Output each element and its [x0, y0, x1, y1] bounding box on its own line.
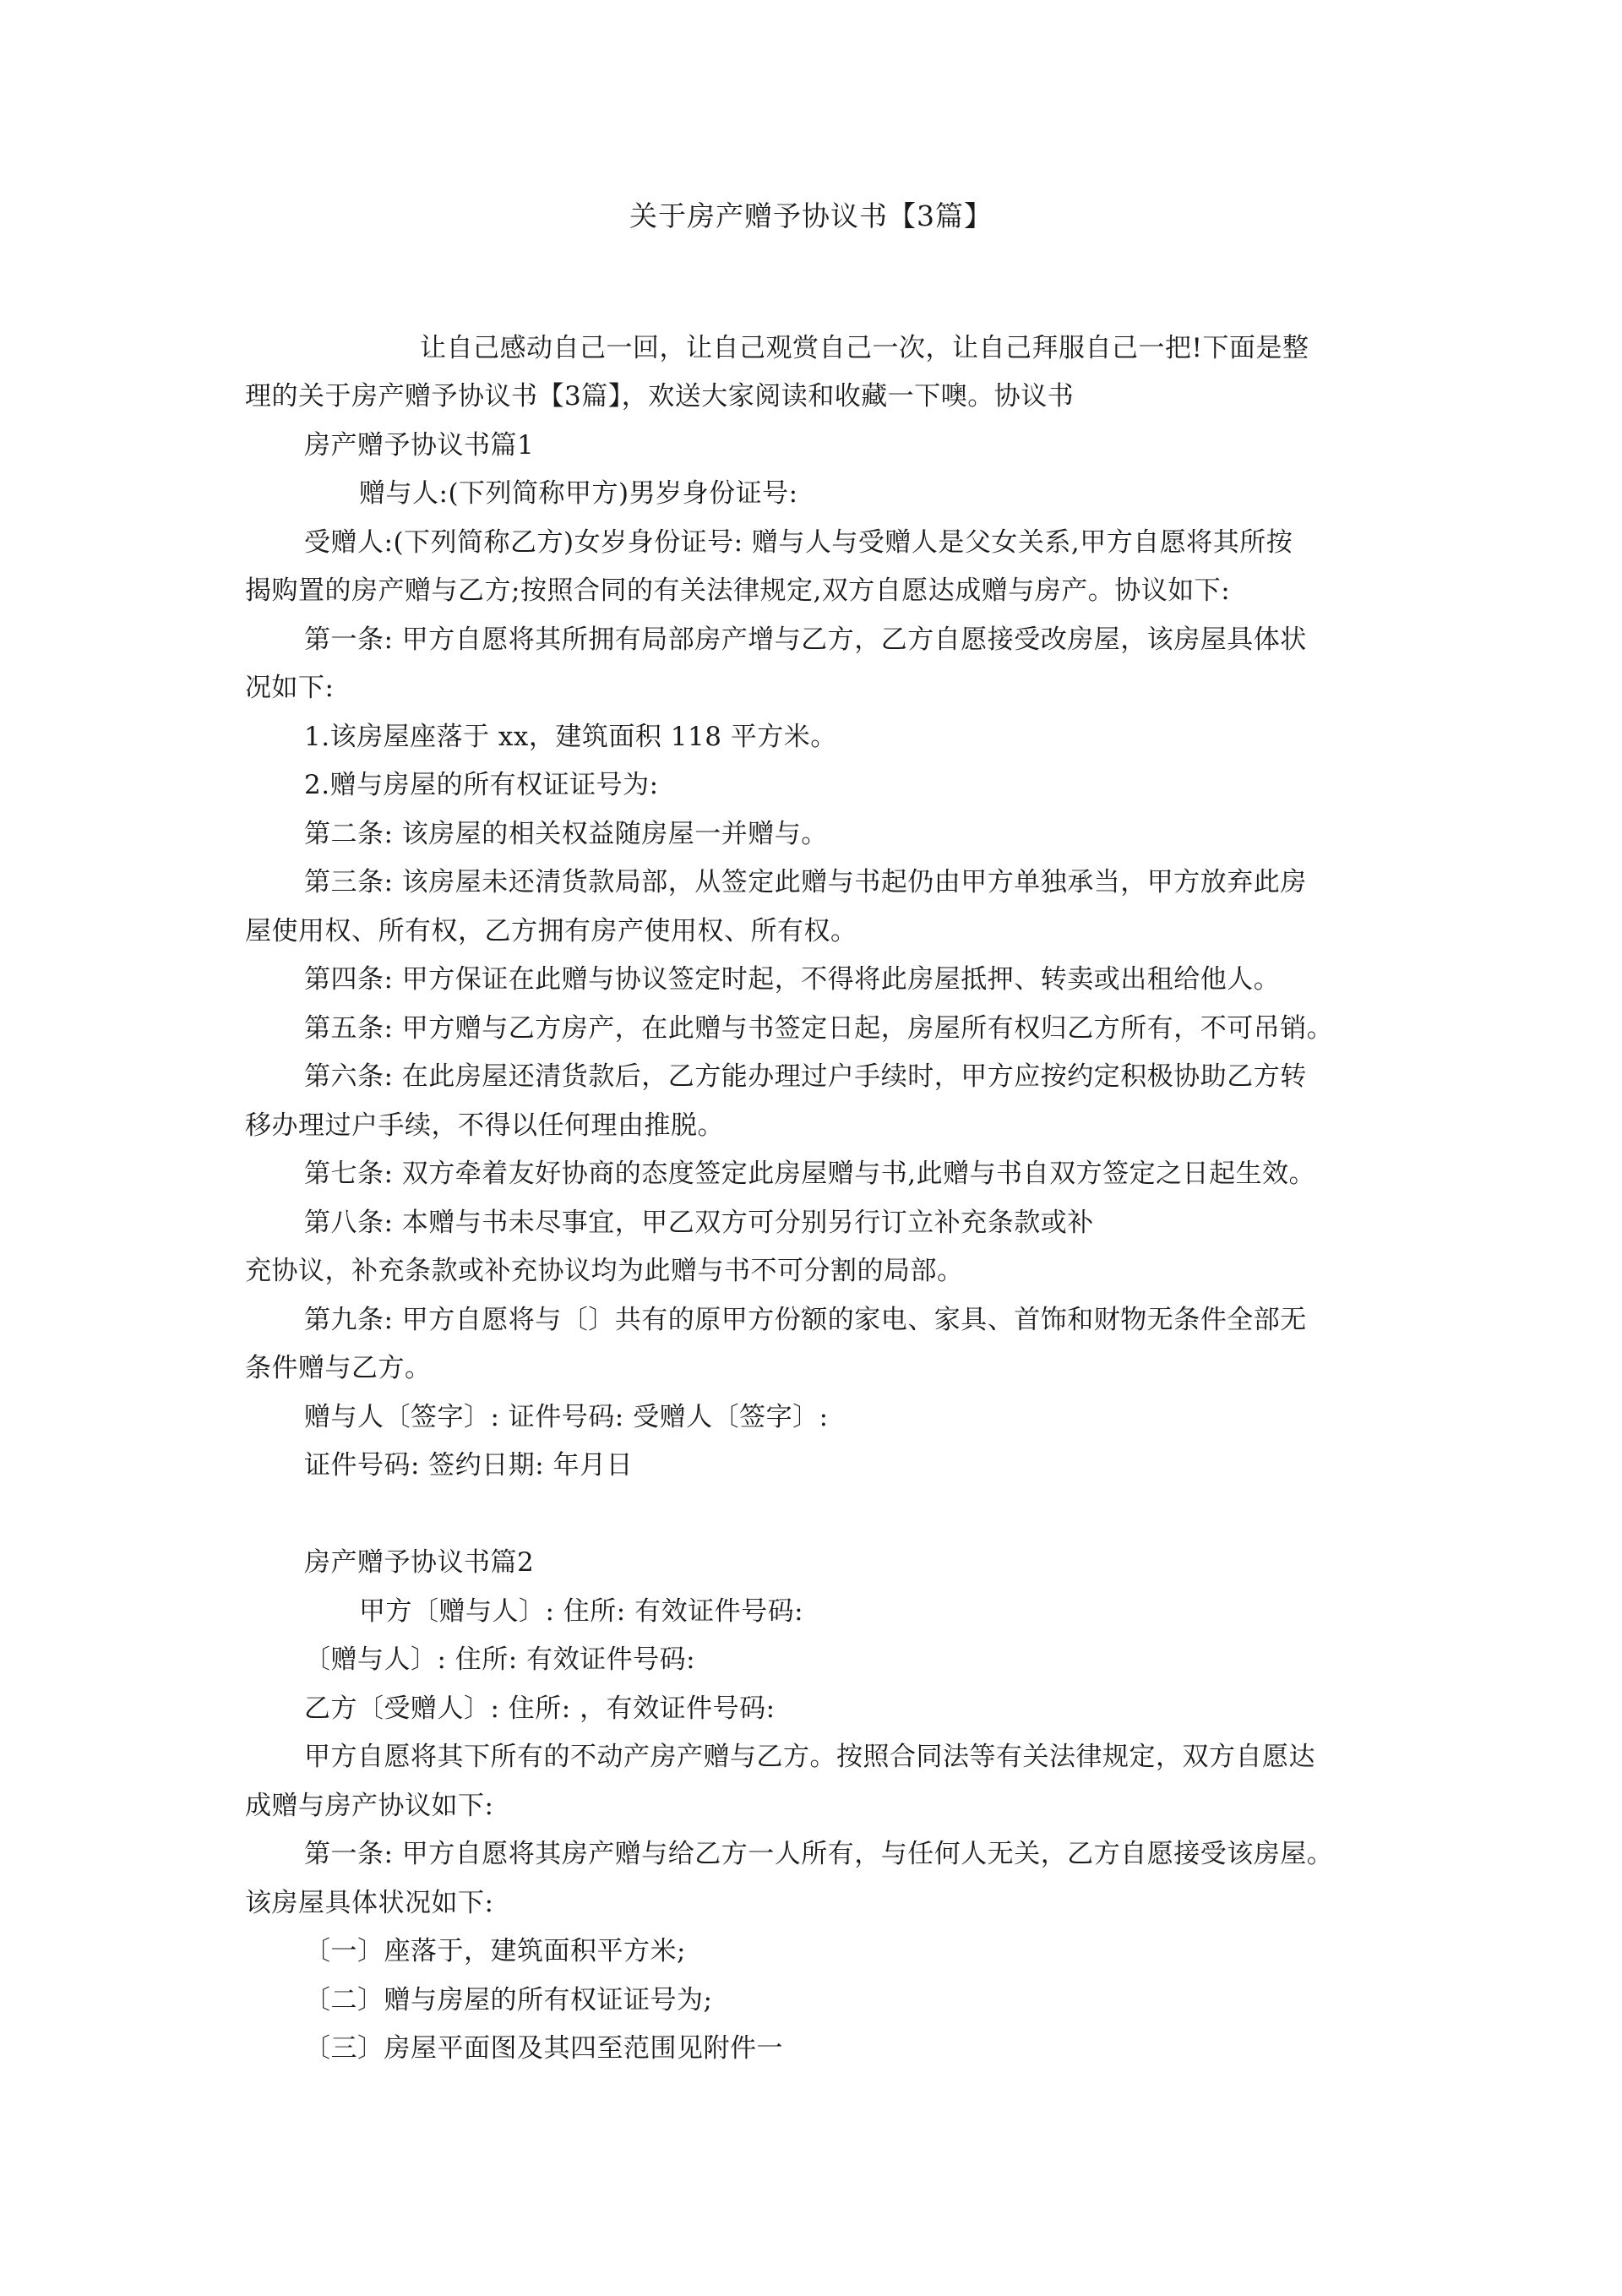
paragraph-line: 况如下: — [245, 673, 335, 703]
paragraph-line: 〔赠与人〕: 住所: 有效证件号码: — [304, 1644, 696, 1675]
paragraph-line: 第一条: 甲方自愿将其所拥有局部房产增与乙方，乙方自愿接受改房屋，该房屋具体状 — [304, 624, 1307, 655]
intro-line: 让自己感动自己一回，让自己观赏自己一次，让自己拜服自己一把!下面是整 — [420, 333, 1309, 363]
paragraph-line: 第四条: 甲方保证在此赠与协议签定时起，不得将此房屋抵押、转卖或出租给他人。 — [304, 964, 1281, 995]
paragraph-line: 揭购置的房产赠与乙方;按照合同的有关法律规定,双方自愿达成赠与房产。协议如下: — [245, 575, 1231, 606]
paragraph-line: 证件号码: 签约日期: 年月日 — [304, 1450, 634, 1481]
paragraph-line: 第一条: 甲方自愿将其房产赠与给乙方一人所有，与任何人无关，乙方自愿接受该房屋。 — [304, 1839, 1334, 1869]
paragraph-line: 乙方〔受赠人〕: 住所: ，有效证件号码: — [304, 1693, 776, 1724]
paragraph-line: 甲方〔赠与人〕: 住所: 有效证件号码: — [359, 1596, 804, 1627]
paragraph-line: 2.赠与房屋的所有权证证号为: — [304, 770, 659, 800]
document-title: 关于房产赠予协议书【3篇】 — [629, 199, 993, 232]
paragraph-line: 第九条: 甲方自愿将与〔〕共有的原甲方份额的家电、家具、首饰和财物无条件全部无 — [304, 1305, 1307, 1335]
paragraph-line: 第二条: 该房屋的相关权益随房屋一并赠与。 — [304, 819, 828, 849]
paragraph-line: 该房屋具体状况如下: — [245, 1888, 494, 1918]
paragraph-line: 赠与人:(下列简称甲方)男岁身份证号: — [359, 478, 798, 509]
paragraph-line: 1.该房屋座落于 xx，建筑面积 118 平方米。 — [304, 722, 837, 752]
paragraph-line: 移办理过户手续，不得以任何理由推脱。 — [245, 1110, 724, 1141]
section-heading: 房产赠予协议书篇1 — [304, 430, 535, 461]
paragraph-line: 充协议，补充条款或补充协议均为此赠与书不可分割的局部。 — [245, 1256, 964, 1286]
paragraph-line: 第八条: 本赠与书未尽事宜，甲乙双方可分别另行订立补充条款或补 — [304, 1208, 1094, 1238]
paragraph-line: 屋使用权、所有权，乙方拥有房产使用权、所有权。 — [245, 916, 857, 946]
paragraph-line: 第三条: 该房屋未还清货款局部，从签定此赠与书起仍由甲方单独承当，甲方放弃此房 — [304, 867, 1307, 897]
paragraph-line: 第六条: 在此房屋还清货款后，乙方能办理过户手续时，甲方应按约定积极协助乙方转 — [304, 1061, 1307, 1092]
section-heading: 房产赠予协议书篇2 — [304, 1547, 535, 1578]
paragraph-line: 第五条: 甲方赠与乙方房产，在此赠与书签定日起，房屋所有权归乙方所有，不可吊销。 — [304, 1013, 1334, 1044]
paragraph-line: 受赠人:(下列简称乙方)女岁身份证号: 赠与人与受赠人是父女关系,甲方自愿将其所按 — [304, 527, 1293, 558]
paragraph-line: 〔一〕座落于，建筑面积平方米; — [304, 1936, 686, 1966]
paragraph-line: 成赠与房产协议如下: — [245, 1791, 494, 1821]
paragraph-line: 第七条: 双方牵着友好协商的态度签定此房屋赠与书,此赠与书自双方签定之日起生效。 — [304, 1159, 1316, 1189]
paragraph-line: 〔二〕赠与房屋的所有权证证号为; — [304, 1985, 713, 2015]
paragraph-line: 赠与人〔签字〕: 证件号码: 受赠人〔签字〕: — [304, 1402, 829, 1432]
intro-line: 理的关于房产赠予协议书【3篇】，欢送大家阅读和收藏一下噢。协议书 — [245, 381, 1075, 412]
paragraph-line: 条件赠与乙方。 — [245, 1353, 432, 1383]
paragraph-line: 甲方自愿将其下所有的不动产房产赠与乙方。按照合同法等有关法律规定，双方自愿达 — [304, 1742, 1315, 1772]
paragraph-line: 〔三〕房屋平面图及其四至范围见附件一 — [304, 2033, 783, 2064]
